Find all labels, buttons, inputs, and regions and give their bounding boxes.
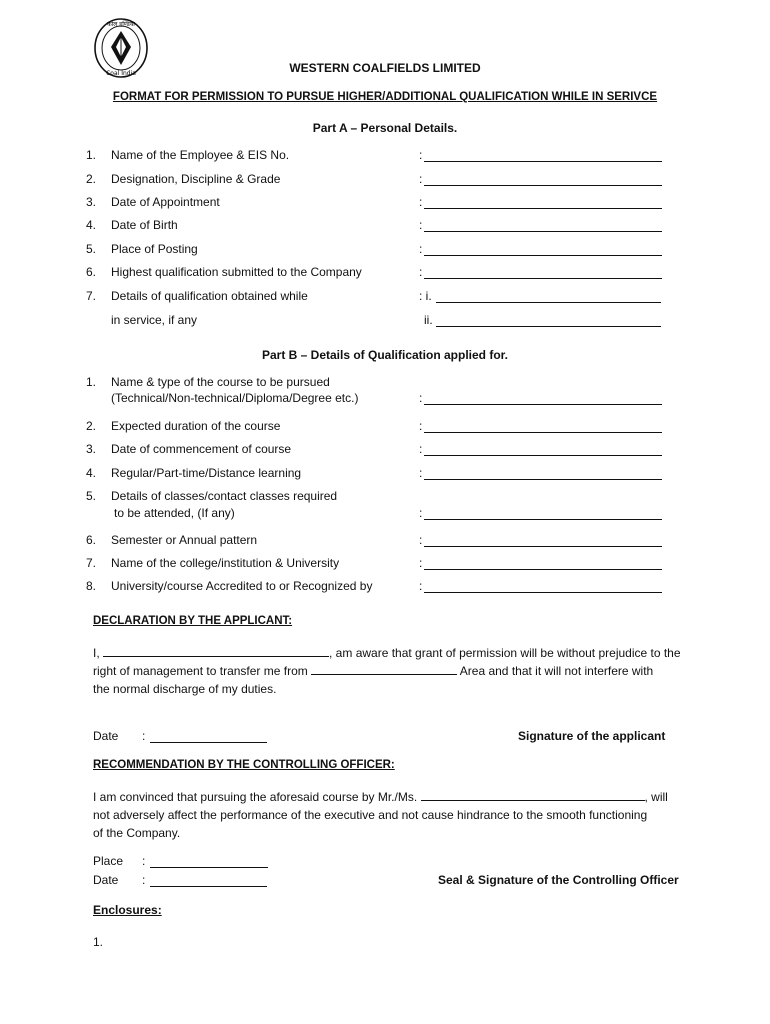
- marker-i: : i.: [419, 289, 432, 303]
- date-colon: :: [142, 729, 146, 743]
- place-colon: :: [142, 854, 146, 868]
- executive-name-blank[interactable]: [421, 789, 645, 801]
- item-colon: :: [419, 442, 423, 456]
- declaration-text: [93, 644, 693, 698]
- declaration-aware-text: , am aware that grant of permission will be without prejudice to the: [329, 646, 681, 660]
- answer-line[interactable]: [424, 278, 662, 279]
- item-colon: :: [419, 172, 423, 186]
- recommendation-heading: RECOMMENDATION BY THE CONTROLLING OFFICER:: [93, 759, 395, 771]
- item-colon: :: [419, 506, 423, 520]
- applicant-name-blank[interactable]: [103, 645, 329, 657]
- part-a-heading: Part A – Personal Details.: [312, 121, 458, 135]
- answer-line[interactable]: [436, 326, 661, 327]
- item-number: 8.: [86, 579, 97, 593]
- enclosure-item-1: 1.: [93, 935, 104, 949]
- answer-line[interactable]: [424, 185, 662, 186]
- item-label: Place of Posting: [111, 242, 198, 256]
- item-label: Highest qualification submitted to the Company: [111, 265, 362, 279]
- item-label: Expected duration of the course: [111, 419, 281, 433]
- enclosures-heading: Enclosures:: [93, 903, 162, 917]
- item-label: Name of the college/institution & University: [111, 556, 340, 570]
- answer-line[interactable]: [424, 161, 662, 162]
- item-number: 4.: [86, 466, 97, 480]
- officer-signature-label: Seal & Signature of the Controlling Officer: [438, 873, 679, 887]
- item-number: 7.: [86, 289, 97, 303]
- org-name: WESTERN COALFIELDS LIMITED: [289, 61, 481, 75]
- part-b-heading: Part B – Details of Qualification applied for.: [261, 348, 509, 362]
- place-blank[interactable]: [150, 867, 268, 868]
- answer-line[interactable]: [436, 302, 661, 303]
- officer-date-colon: :: [142, 873, 146, 887]
- date-label: Date: [93, 729, 119, 743]
- recommendation-convinced-text: I am convinced that pursuing the aforesaid course by Mr./Ms.: [93, 790, 418, 804]
- declaration-i: I,: [93, 646, 100, 660]
- item-number: 5.: [86, 242, 97, 256]
- recommendation-will-text: , will: [644, 790, 668, 804]
- declaration-heading: DECLARATION BY THE APPLICANT:: [93, 615, 293, 627]
- item-colon: :: [419, 148, 423, 162]
- item-colon: :: [419, 391, 423, 405]
- item-number: 4.: [86, 218, 97, 232]
- item-colon: :: [419, 579, 423, 593]
- declaration-duties-text: the normal discharge of my duties.: [93, 682, 277, 696]
- answer-line[interactable]: [424, 546, 662, 547]
- form-title: FORMAT FOR PERMISSION TO PURSUE HIGHER/ADDITIONAL QUALIFICATION WHILE IN SERIVCE: [112, 91, 658, 103]
- item-label: Date of commencement of course: [111, 442, 292, 456]
- item-label: Designation, Discipline & Grade: [111, 172, 281, 186]
- recommendation-company-text: of the Company.: [93, 826, 181, 840]
- item-label: Regular/Part-time/Distance learning: [111, 466, 302, 480]
- declaration-area-text: Area and that it will not interfere with: [459, 664, 654, 678]
- item-colon: :: [419, 533, 423, 547]
- item-number: 1.: [86, 375, 97, 389]
- item-label-continued: to be attended, (If any): [114, 506, 235, 520]
- recommendation-adversely-text: not adversely affect the performance of the executive and not cause hindrance to the smooth functioning: [93, 808, 648, 822]
- item-colon: :: [419, 556, 423, 570]
- answer-line[interactable]: [424, 455, 662, 456]
- answer-line[interactable]: [424, 519, 662, 520]
- officer-date-label: Date: [93, 873, 119, 887]
- item-label: Name & type of the course to be pursued: [111, 375, 330, 389]
- logo-bottom-text: Coal India: [106, 70, 136, 77]
- item-label: Date of Birth: [111, 218, 178, 232]
- item-number: 1.: [86, 148, 97, 162]
- item-colon: :: [419, 242, 423, 256]
- item-number: 6.: [86, 533, 97, 547]
- item-number: 7.: [86, 556, 97, 570]
- answer-line[interactable]: [424, 208, 662, 209]
- item-label: Details of qualification obtained while: [111, 289, 308, 303]
- recommendation-text: [93, 788, 693, 842]
- answer-line[interactable]: [424, 479, 662, 480]
- item-colon: :: [419, 218, 423, 232]
- item-number: 3.: [86, 442, 97, 456]
- item-label: Date of Appointment: [111, 195, 220, 209]
- answer-line[interactable]: [424, 569, 662, 570]
- applicant-signature-label: Signature of the applicant: [518, 729, 666, 743]
- item-number: 2.: [86, 419, 97, 433]
- item-number: 5.: [86, 489, 97, 503]
- item-label: University/course Accredited to or Recognized by: [111, 579, 373, 593]
- place-label: Place: [93, 854, 124, 868]
- answer-line[interactable]: [424, 432, 662, 433]
- item-colon: :: [419, 195, 423, 209]
- item-colon: :: [419, 419, 423, 433]
- item-number: 3.: [86, 195, 97, 209]
- answer-line[interactable]: [424, 255, 662, 256]
- officer-date-blank[interactable]: [150, 886, 267, 887]
- item-colon: :: [419, 466, 423, 480]
- item-label-continued: in service, if any: [111, 313, 198, 327]
- answer-line[interactable]: [424, 231, 662, 232]
- answer-line[interactable]: [424, 404, 662, 405]
- marker-ii: ii.: [424, 313, 433, 327]
- item-label: Name of the Employee & EIS No.: [111, 148, 290, 162]
- declaration-transfer-text: right of management to transfer me from: [93, 664, 308, 678]
- date-blank[interactable]: [150, 742, 267, 743]
- item-colon: :: [419, 265, 423, 279]
- area-blank[interactable]: [311, 663, 457, 675]
- logo-top-text: कोल इण्डिया: [107, 21, 135, 28]
- answer-line[interactable]: [424, 592, 662, 593]
- item-number: 2.: [86, 172, 97, 186]
- item-label: Details of classes/contact classes required: [111, 489, 338, 503]
- item-number: 6.: [86, 265, 97, 279]
- item-label: Semester or Annual pattern: [111, 533, 258, 547]
- item-label-continued: (Technical/Non-technical/Diploma/Degree etc.): [111, 391, 359, 405]
